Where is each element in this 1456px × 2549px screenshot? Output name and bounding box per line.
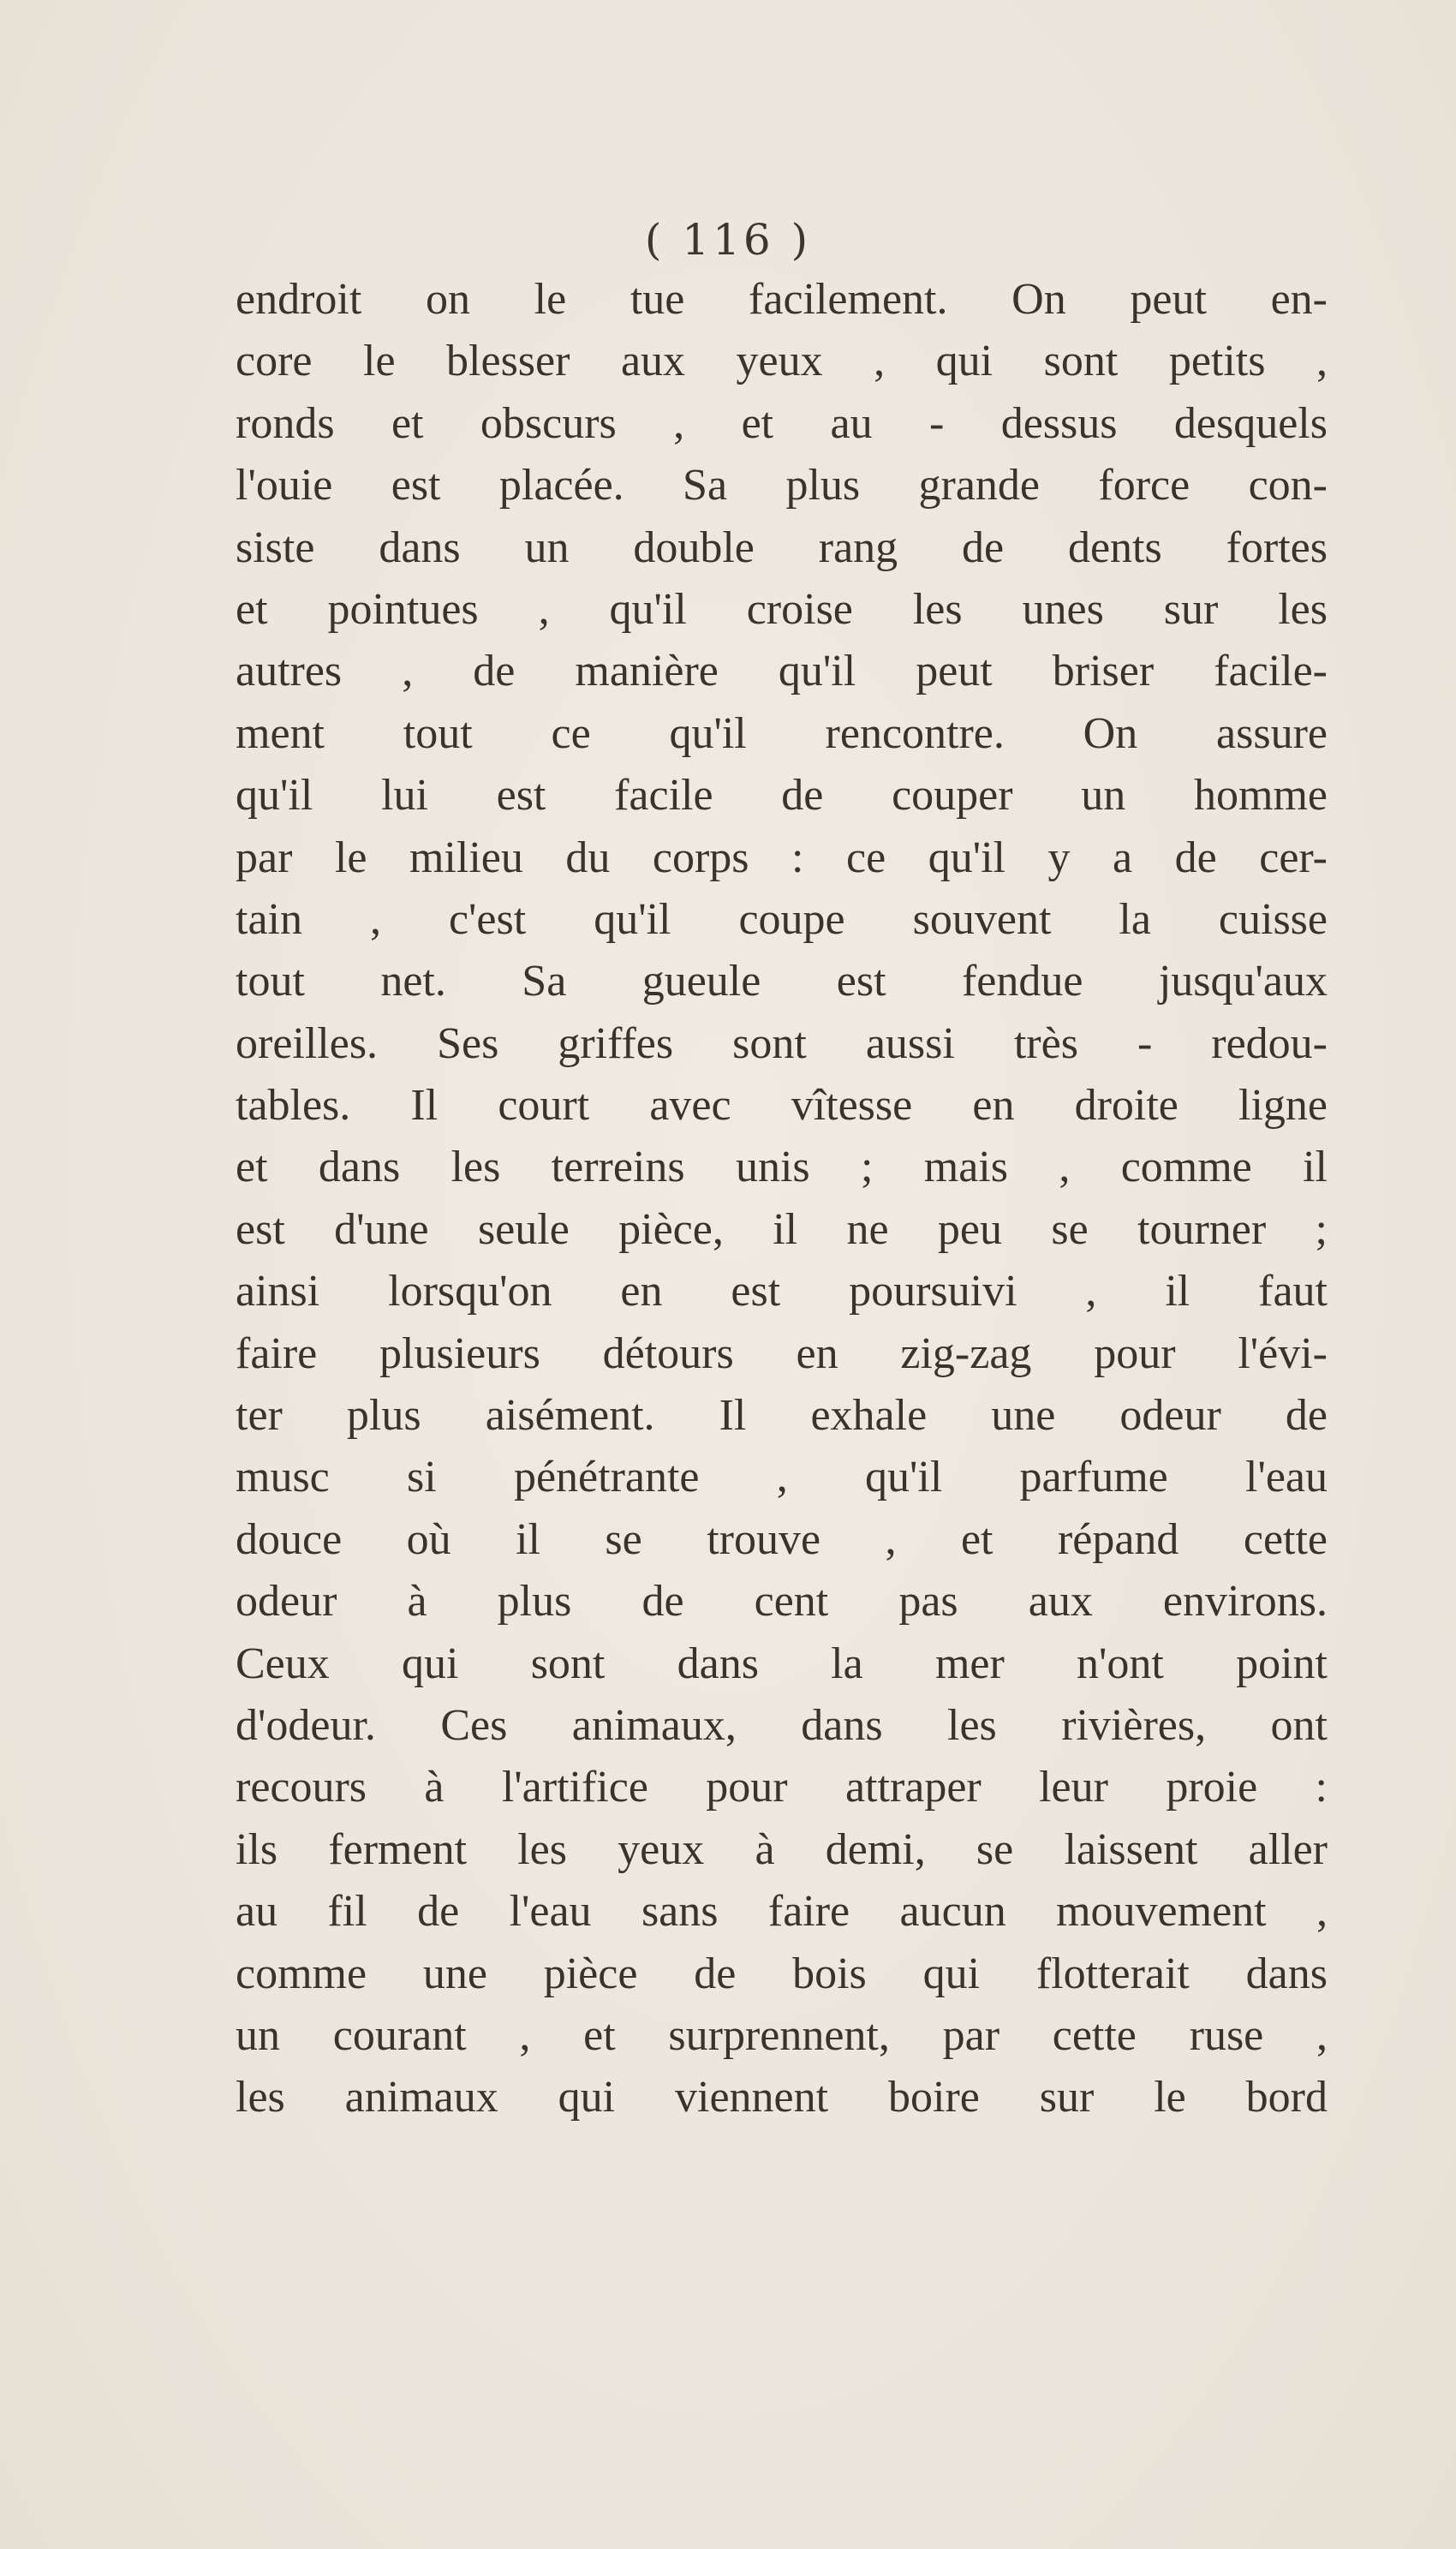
- text-line: un courant , et surprennent, par cette ruse ,: [236, 2010, 1328, 2060]
- text-line: par le milieu du corps : ce qu'il y a de cer-: [236, 833, 1328, 882]
- text-line: siste dans un double rang de dents fortes: [236, 522, 1328, 572]
- text-line: est d'une seule pièce, il ne peu se tourner ;: [236, 1204, 1328, 1254]
- text-line: ils ferment les yeux à demi, se laissent aller: [236, 1824, 1328, 1874]
- text-line: qu'il lui est facile de couper un homme: [236, 771, 1328, 821]
- text-line: comme une pièce de bois qui flotterait dans: [236, 1949, 1328, 1998]
- text-line: musc si pénétrante , qu'il parfume l'eau: [236, 1453, 1328, 1502]
- text-line: autres , de manière qu'il peut briser facile-: [236, 647, 1328, 696]
- text-line: odeur à plus de cent pas aux environs.: [236, 1577, 1328, 1627]
- text-line: recours à l'artifice pour attraper leur proie :: [236, 1763, 1328, 1812]
- text-line: ainsi lorsqu'on en est poursuivi , il faut: [236, 1267, 1328, 1316]
- text-line: au fil de l'eau sans faire aucun mouvement ,: [236, 1887, 1328, 1937]
- text-line: core le blesser aux yeux , qui sont petits ,: [236, 337, 1328, 386]
- text-line: endroit on le tue facilement. On peut en-: [236, 275, 1328, 324]
- page-number: ( 116 ): [644, 215, 812, 265]
- text-line: tain , c'est qu'il coupe souvent la cuisse: [236, 894, 1328, 944]
- text-line: l'ouie est placée. Sa plus grande force con-: [236, 461, 1328, 510]
- text-line: ter plus aisément. Il exhale une odeur de: [236, 1391, 1328, 1441]
- text-line: oreilles. Ses griffes sont aussi très - redou-: [236, 1018, 1328, 1068]
- text-line: et dans les terreins unis ; mais , comme il: [236, 1143, 1328, 1192]
- text-line: tout net. Sa gueule est fendue jusqu'aux: [236, 957, 1328, 1006]
- text-line: les animaux qui viennent boire sur le bord: [236, 2073, 1328, 2122]
- text-line: ronds et obscurs , et au - dessus desquels: [236, 398, 1328, 448]
- body-text: [236, 269, 1328, 2129]
- text-line: tables. Il court avec vîtesse en droite ligne: [236, 1081, 1328, 1131]
- text-line: Ceux qui sont dans la mer n'ont point: [236, 1639, 1328, 1688]
- text-line: faire plusieurs détours en zig-zag pour l'évi-: [236, 1328, 1328, 1378]
- text-line: douce où il se trouve , et répand cette: [236, 1514, 1328, 1564]
- text-line: d'odeur. Ces animaux, dans les rivières, ont: [236, 1700, 1328, 1750]
- text-line: et pointues , qu'il croise les unes sur les: [236, 584, 1328, 634]
- text-line: ment tout ce qu'il rencontre. On assure: [236, 708, 1328, 758]
